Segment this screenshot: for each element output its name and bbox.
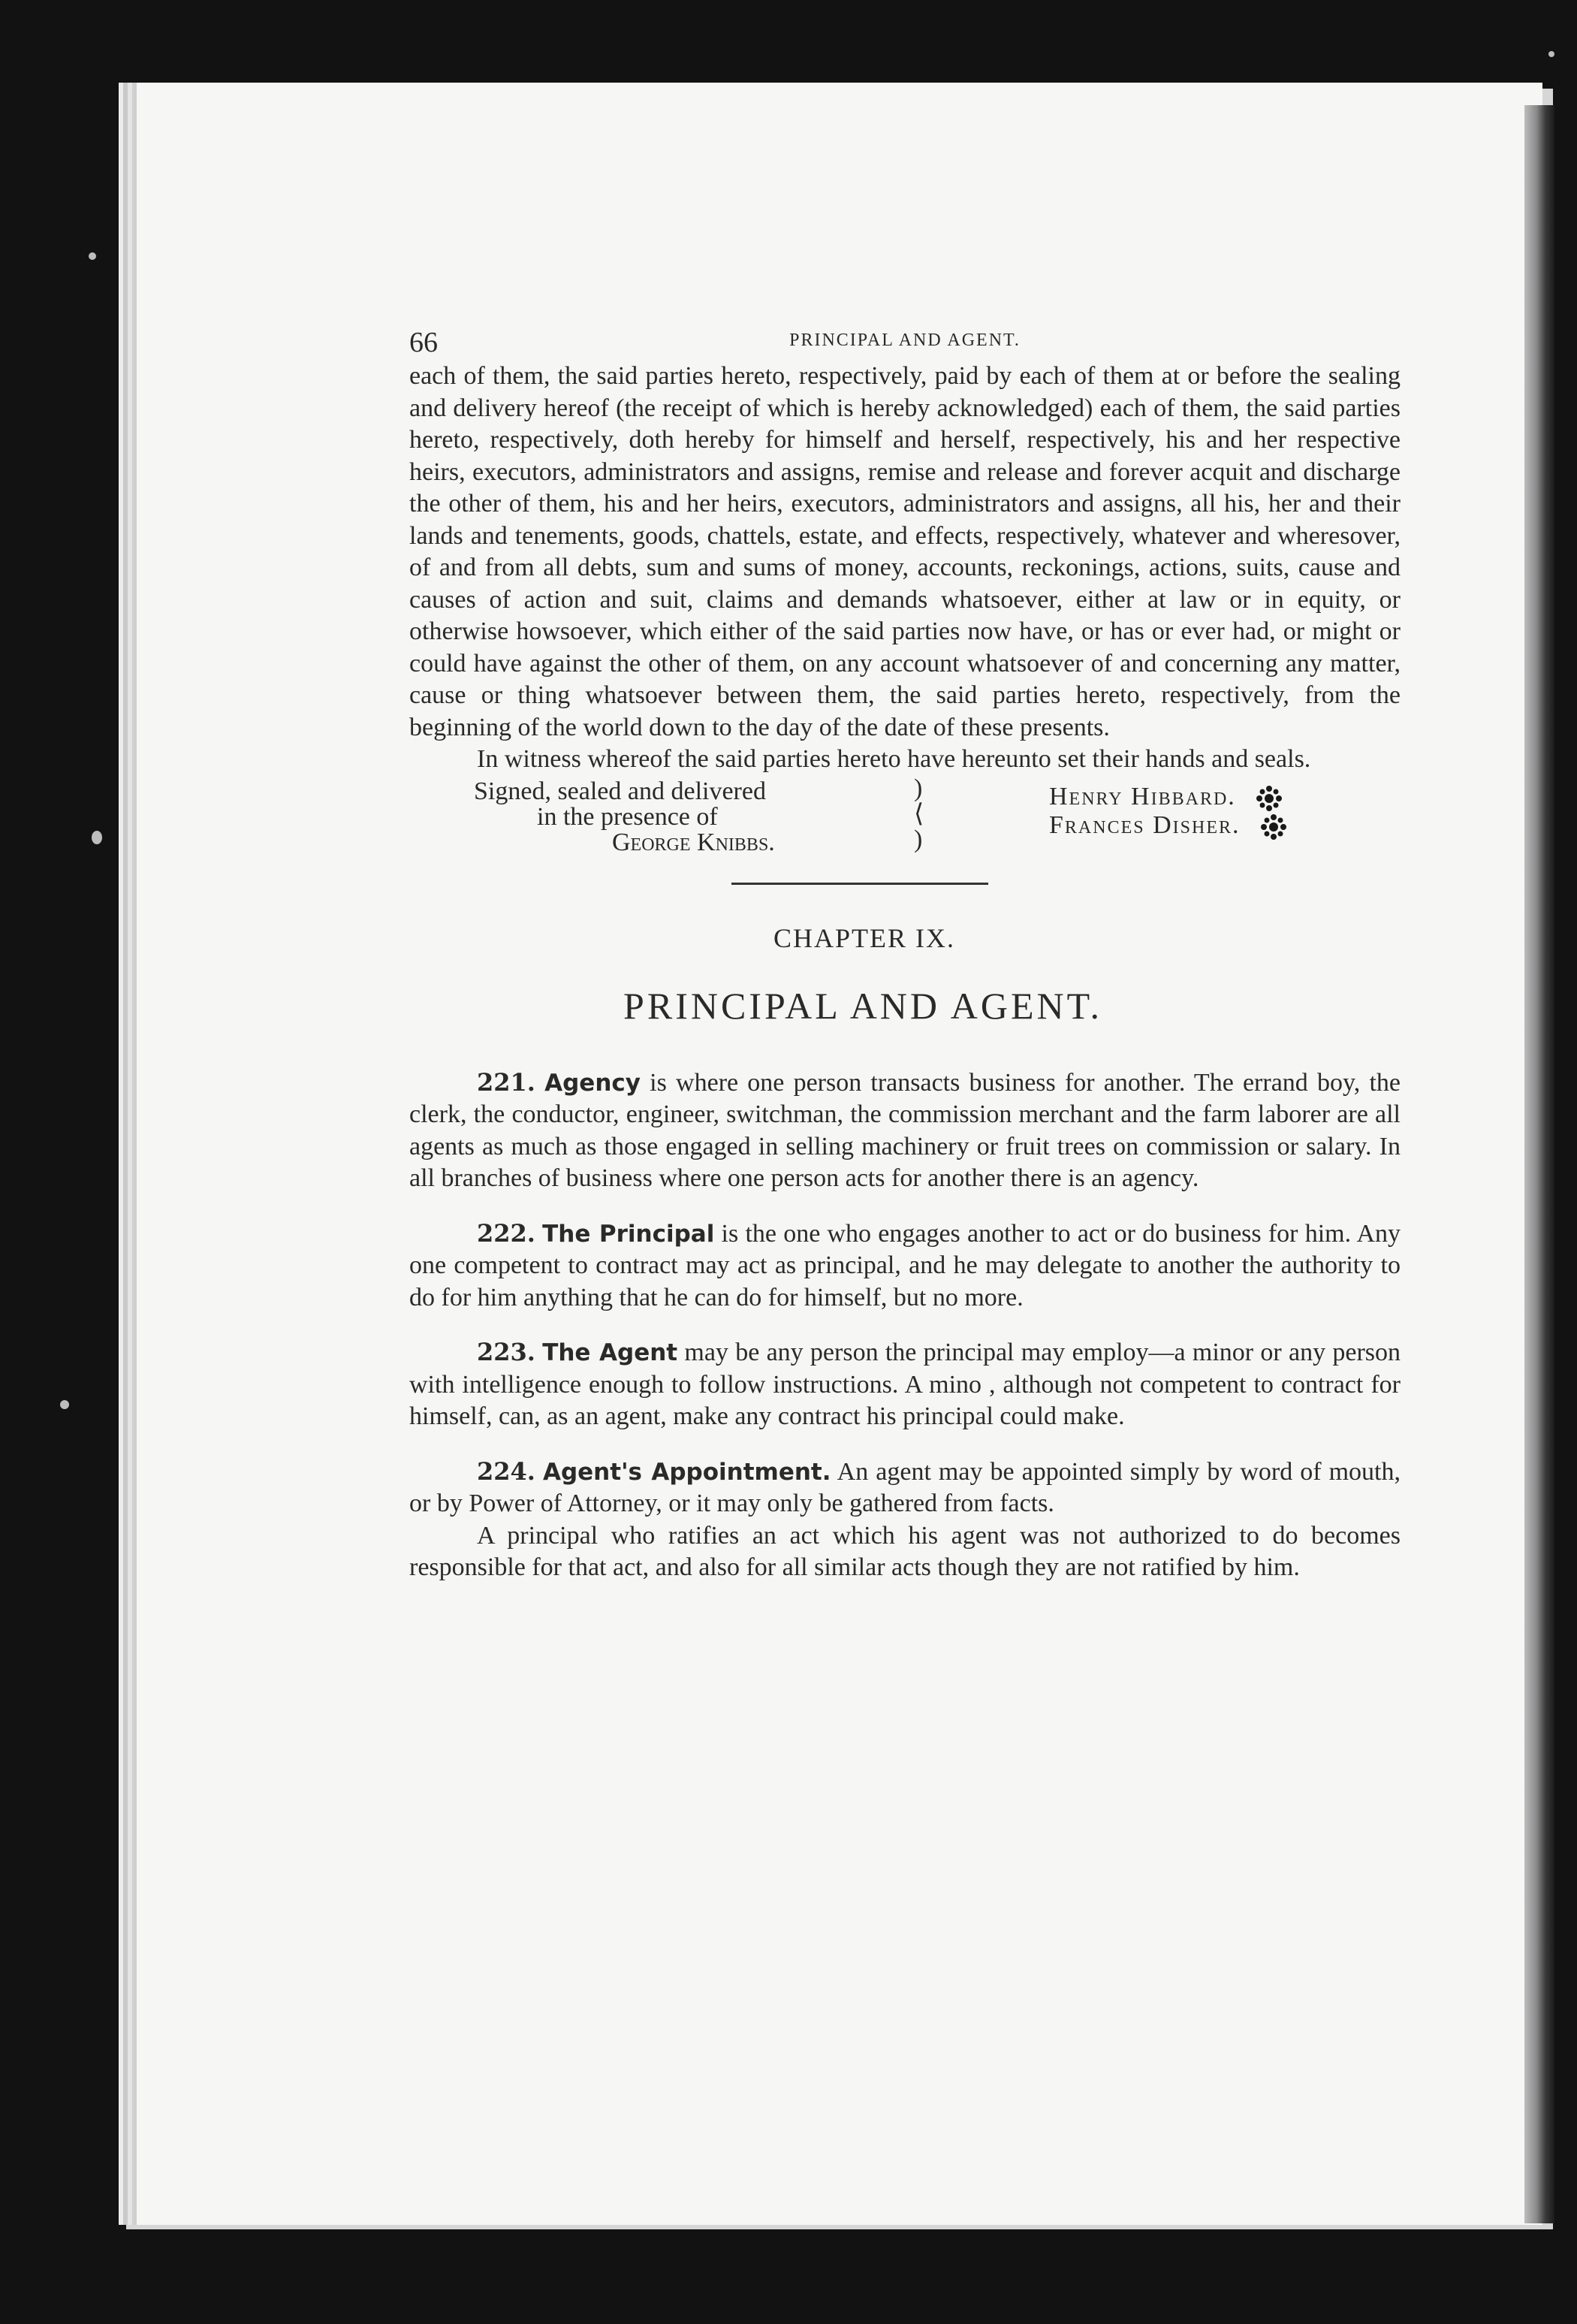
signer-name: Frances Disher. xyxy=(1049,810,1241,839)
seal-icon xyxy=(1259,812,1289,842)
section-221 xyxy=(409,1067,1401,1195)
section-number: 222. xyxy=(477,1218,535,1248)
section-heading: The Agent xyxy=(542,1339,678,1366)
scan-speck xyxy=(89,252,96,260)
section-divider xyxy=(731,883,988,885)
section-body: may be any person the principal may employ—a minor or any person with intelligence enough to follow instructions. A mino , although not competent to contract for himself, can, as an agent, make any contract his principal could make. xyxy=(409,1339,1401,1430)
brace-mark: ) ⟨ ) xyxy=(914,774,924,853)
section-heading: Agency xyxy=(544,1069,641,1097)
page-gutter-shadow xyxy=(1524,105,1554,2223)
seal-icon xyxy=(1254,783,1284,813)
page-number: 66 xyxy=(409,327,438,358)
scan-speck xyxy=(60,1400,69,1409)
running-head xyxy=(409,315,1401,361)
section-body: is where one person transacts business for another. The errand boy, the clerk, the conductor, engineer, switchman, the commission merchant and the farm laborer are all agents as much as those engaged in selling machinery or fruit trees on commission or salary. In all branches of business where one person acts for another there is an agency. xyxy=(409,1068,1401,1192)
signer-row xyxy=(1049,812,1289,841)
section-224 xyxy=(409,1456,1401,1520)
witness-paragraph: In witness whereof the said parties hereto have hereunto set their hands and seals. xyxy=(477,745,1311,773)
section-223 xyxy=(409,1336,1401,1433)
release-paragraph: each of them, the said parties hereto, respectively, paid by each of them at or before the sealing and delivery hereof (the receipt of which is hereby acknowledged) each of them, the said parties hereto, respectively, doth hereby for himself and herself, respectively, his and her respective heirs, executors, administrators and assigns, remise and release and forever acquit and discharge the other of them, his and her heirs, executors, administrators and assigns, all his, her and their lands and tenements, goods, chattels, estate, and effects, respectively, whatever and wheresover, of and from all debts, sum and sums of money, accounts, reckonings, actions, suits, cause and causes of action and suit, claims and demands whatsoever, either at law or in equity, or otherwise howsoever, which either of the said parties now have, or has or ever had, or might or could have against the other of them, on any account whatsoever of and concerning any matter, cause or thing whatsoever between them, the said parties hereto, respectively, from the beginning of the world down to the day of the date of these presents. xyxy=(409,362,1401,741)
scan-speck xyxy=(1548,51,1554,57)
attestation-line: Signed, sealed and delivered xyxy=(474,777,766,805)
signer-name: Henry Hibbard. xyxy=(1049,782,1236,810)
section-heading: The Principal xyxy=(542,1220,715,1248)
page-content xyxy=(409,315,1401,1584)
closing-paragraph: A principal who ratifies an act which his agent was not authorized to do becomes responsible for that act, and also for all similar acts though they are not ratified by him. xyxy=(409,1521,1401,1581)
chapter-title: PRINCIPAL AND AGENT. xyxy=(623,984,1102,1027)
scan-speck xyxy=(92,831,102,844)
section-body: An agent may be appointed simply by word of mouth, or by Power of Attorney, or it may only be gathered from facts. xyxy=(409,1457,1401,1517)
section-number: 221. xyxy=(477,1067,535,1097)
section-number: 223. xyxy=(477,1338,535,1366)
chapter-label: CHAPTER IX. xyxy=(773,922,955,953)
attestation-witness-name: George Knibbs. xyxy=(612,828,775,856)
signers xyxy=(1049,783,1289,841)
section-heading: Agent's Appointment. xyxy=(542,1458,831,1486)
signature-block xyxy=(409,776,1401,854)
attestation-line: in the presence of xyxy=(537,802,718,831)
section-number: 224. xyxy=(477,1456,535,1486)
section-222 xyxy=(409,1218,1401,1314)
signer-row xyxy=(1049,783,1289,812)
section-body: is the one who engages another to act or do business for him. Any one competent to contract may act as principal, and he may delegate to another the authority to do for him anything that he can do for himself, but no more. xyxy=(409,1219,1401,1311)
witness-attestation xyxy=(474,779,864,856)
running-head-title: PRINCIPAL AND AGENT. xyxy=(789,330,1021,350)
